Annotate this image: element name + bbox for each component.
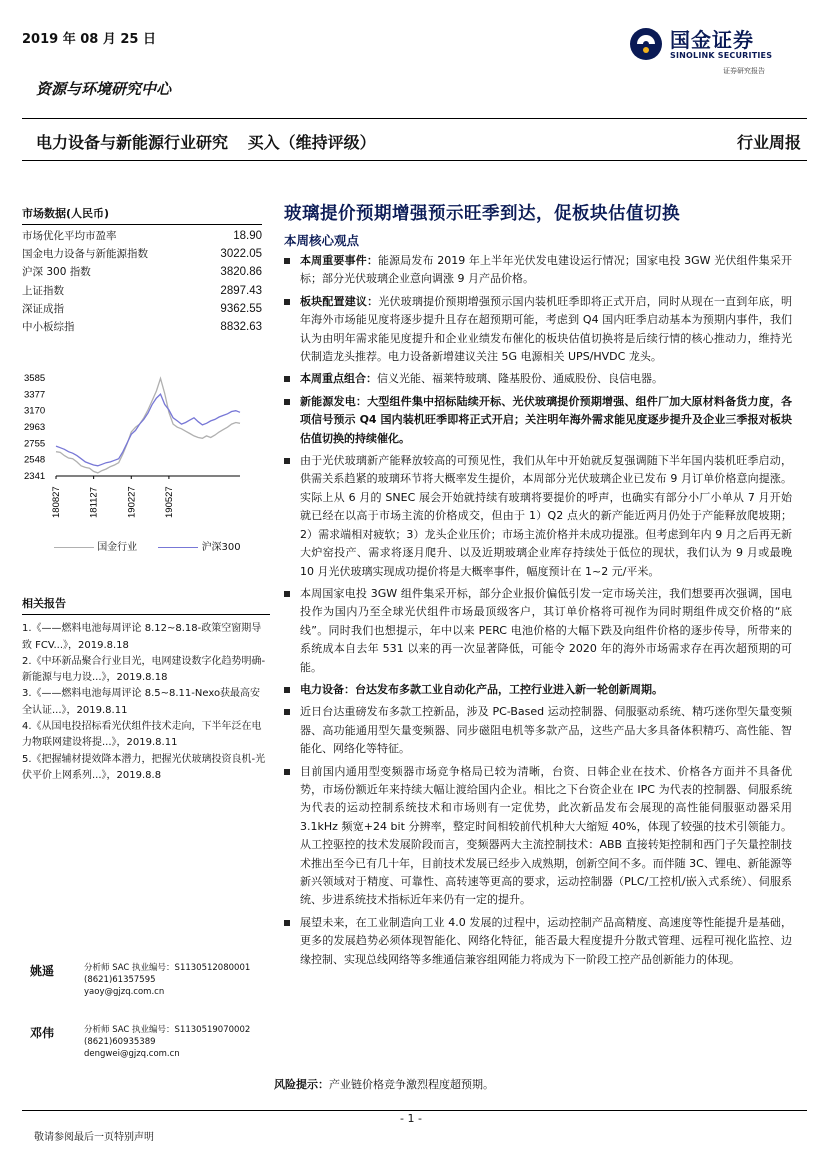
content-bullet [284,585,792,677]
market-data-label: 上证指数 [22,284,64,297]
legend-swatch-hs300 [158,547,198,548]
main-content [284,200,792,973]
bullet-square-icon [284,458,290,464]
bullet-lead: 本周重要事件： [300,254,378,267]
industry-title: 电力设备与新能源行业研究 [36,133,229,152]
legend-label-hs300: 沪深300 [201,542,241,553]
analyst-info [84,962,250,998]
market-data-value: 3022.05 [220,248,262,261]
market-data-label: 中小板综指 [22,320,75,333]
analyst-phone: (8621)60935389 [84,1037,156,1047]
bullet-lead: 电力设备： [300,682,355,696]
analyst-license: 分析师 SAC 执业编号：S1130519070002 [84,1025,251,1035]
research-center: 资源与环境研究中心 [36,80,172,98]
related-reports [22,596,270,784]
market-data-row [22,282,262,300]
chart-legend [22,538,262,553]
market-data-row [22,263,262,281]
bullet-text: 光伏玻璃提价预期增强预示国内装机旺季即将正式开启，同时从现在一直到年底，明年海外市场能见度将逐步提升且存在超预期可能，考虑到 Q4 国内旺季启动基本为预期内事件，我们认为由明年需求能见度提升和企业业绩发布催化的板块估值切换将是后续行情的核心推动力，维持光伏制造龙头推荐。电力设备新增建议关注 5G 电源相关 UPS/HVDC 龙头。 [300,294,793,364]
footer-divider [22,1110,807,1111]
bullet-square-icon [284,376,290,382]
report-type: 行业周报 [736,133,801,152]
market-data-label: 市场优化平均市盈率 [22,230,117,242]
logo-subtitle: 证券研究报告 [723,67,765,75]
market-data-value: 18.90 [233,230,262,242]
content-bullet [284,681,792,699]
legend-label-industry: 国金行业 [97,542,138,553]
y-tick-label: 2548 [24,454,46,466]
report-title-row [36,130,376,153]
bullet-text: 目前国内通用型变频器市场竞争格局已较为清晰，台资、日韩企业在技术、价格各方面并不具备优势，市场份额近年来持续大幅让渡给国内企业。相比之下台资企业在 IPC 为代表的控制器、伺服系统为代表的运动控制系统技术和市场则有一定优势，此次新品发布会展现的高性能伺服驱动器采用 3.1kHz 频宽+24 bit 分辨率，整定时间相较前代机种大大缩短 40%，体现了较强的技术引领能力。从工控驱控的技术发展阶段而言，变频器两大主流控制技术：ABB 直接转矩控制和西门子矢量控制技术推出至今已有几十年，目前技术发展已经步入成熟期，创新空间不多。而伴随 3C、锂电、新能源等新兴领域对于精度、可靠性、高转速等更高的要求，运动控制器（PLC/工控机/嵌入式系统）、伺服系统、步进系统技术指标近年来仍有一定的提升。 [300,764,792,907]
x-tick-label: 181127 [88,487,100,518]
bullet-square-icon [284,687,290,693]
analyst-card [22,1024,272,1064]
logo-text-cn: 国金证券 [670,28,754,52]
headline: 玻璃提价预期增强预示旺季到达，促板块估值切换 [284,204,680,224]
analyst-email[interactable]: yaoy@gjzq.com.cn [84,987,165,997]
analyst-license: 分析师 SAC 执业编号：S1130512080001 [84,963,251,973]
core-view-heading: 本周核心观点 [284,233,360,248]
content-bullet [284,393,792,448]
related-report-item[interactable]: 3.《——燃料电池每周评论 8.5~8.11-Nexo获最高安全认证...》，2019.8.11 [22,688,261,716]
content-bullet [284,252,792,289]
index-chart-svg [22,368,262,558]
bullet-text: 由于光伏玻璃新产能释放较高的可预见性，我们从年中开始就反复强调随下半年国内装机旺季启动，供需关系趋紧的玻璃环节将大概率发生提价，本周部分光伏玻璃企业已发布 9 月订单价格意向提涨。实际上从 6 月的 SNEC 展会开始就持续有玻璃将要提价的呼声，也确实有部分小厂小单从 7 月开始就已经在以高于市场主流的价格成交，但由于 1）Q2 点火的新产能近两月仍处于产能释放爬坡期；2）需求端相对疲软；3）龙头企业压价；市场主流价格并未成功提涨。但考虑到年内 9 月之后再无新大炉窑投产、需求将逐月爬升、以及近期玻璃企业库存持续处于低位的现状，我们认为 9 月或最晚 10 月光伏玻璃实现成功提价将是大概率事件，幅度预计在 1~2 元/平米。 [300,454,792,578]
risk-text: 产业链价格竞争激烈程度超预期。 [329,1078,494,1091]
title-divider [22,160,807,161]
analyst-card [22,962,272,1002]
y-tick-label: 3170 [24,405,46,417]
related-report-item[interactable]: 2.《中环新品聚合行业目光，电网建设数字化趋势明确-新能源与电力设...》，2019.8.18 [22,655,266,684]
market-data-value: 8832.63 [220,320,262,333]
content-bullet [284,763,792,910]
market-data-value: 2897.43 [220,284,262,297]
report-date: 2019 年 08 月 25 日 [22,32,156,47]
market-data-panel [22,205,262,336]
logo-text-en: SINOLINK SECURITIES [670,51,773,60]
content-bullet [284,703,792,758]
bullet-text: 展望未来，在工业制造向工业 4.0 发展的过程中，运动控制产品高精度、高速度等性能提升是基础，更多的发展趋势必须体现智能化、网络化特征，能否最大程度提升分散式管理、远程可视化监控、边缘控制、实现总线网络等多维通信兼容组网能力将成为下一阶段工控产品创新能力的体现。 [300,915,792,966]
header-divider [22,118,807,119]
bullet-square-icon [284,399,290,405]
x-tick-label: 180827 [51,486,62,518]
bullet-text: 能源局发布 2019 年上半年光伏发电建设运行情况；国家电投 3GW 光伏组件集采开标；部分光伏玻璃企业意向调涨 9 月产品价格。 [300,254,792,286]
bullet-lead: 板块配置建议： [300,294,379,308]
content-blocks [284,252,792,969]
analyst-name: 邓伟 [30,1026,55,1040]
y-tick-label: 3585 [24,373,46,384]
y-tick-label: 2755 [24,438,46,450]
risk-lead: 风险提示： [274,1078,329,1091]
y-tick-label: 2341 [24,471,46,482]
x-tick-label: 190227 [126,486,138,518]
market-data-label: 沪深 300 指数 [22,266,91,279]
analyst-phone: (8621)61357595 [84,975,156,985]
market-data-value: 9362.55 [220,302,262,315]
rating: 买入（维持评级） [247,133,376,152]
risk-note [274,1076,494,1092]
related-report-item[interactable]: 1.《——燃料电池每周评论 8.12~8.18-政策空窗期导致 FCV...》，2019.8.18 [22,623,262,651]
market-data-table [22,227,262,336]
market-data-row [22,245,262,263]
bullet-text: 信义光能、福莱特玻璃、隆基股份、通威股份、良信电器。 [377,372,663,386]
related-reports-title: 相关报告 [22,596,270,615]
bullet-text: 本周国家电投 3GW 组件集采开标，部分企业报价偏低引发一定市场关注，我们想要再次强调，国电投作为国内乃至全球光伏组件市场最顶级客户，其订单价格将可视作为同时期组件成交价格的“底线”。同时我们也想提示，年中以来 PERC 电池价格的大幅下跌及向组件价格的逐步传导，所带来的系统成本自去年 531 以来的再一次显著降低，可能令 2020 年的海外市场需求存在再次超预期的可能。 [300,586,792,674]
index-chart [22,368,262,558]
bullet-square-icon [284,709,290,715]
market-data-title: 市场数据(人民币) [22,205,262,225]
disclaimer: 敬请参阅最后一页特别声明 [34,1132,154,1143]
series-line-industry [56,378,240,473]
bullet-lead: 新能源发电： [300,394,368,408]
content-bullet [284,293,792,367]
market-data-row [22,300,262,318]
bullet-text: 大型组件集中招标陆续开标、光伏玻璃提价预期增强、组件厂加大原材料备货力度，各项信号预示 Q4 国内装机旺季即将正式开启；关注明年海外需求能见度逐步提升及企业三季报对板块估值切换的持续催化。 [300,394,793,445]
y-tick-label: 3377 [24,389,46,401]
bullet-square-icon [284,769,290,775]
content-bullet [284,452,792,581]
analyst-name: 姚遥 [30,964,55,978]
content-bullet [284,914,792,969]
bullet-square-icon [284,920,290,926]
bullet-square-icon [284,299,290,305]
x-tick-label: 190527 [163,486,175,518]
bullet-square-icon [284,591,290,597]
page-number: - 1 - [400,1112,422,1125]
related-report-item[interactable]: 4.《从国电投招标看光伏组件技术走向，下半年泛在电力物联网建设将提...》，2019.8.11 [22,721,262,749]
bullet-square-icon [284,258,290,264]
legend-swatch-industry [54,547,94,548]
market-data-label: 国金电力设备与新能源指数 [22,248,148,261]
market-data-label: 深证成指 [22,302,64,315]
market-data-row [22,318,262,336]
analyst-info [84,1024,250,1060]
related-report-item[interactable]: 5.《把握辅材提效降本潜力，把握光伏玻璃投资良机-光伏平价上网系列...》，2019.8.8 [22,753,266,781]
logo-mark-icon [628,26,664,62]
market-data-value: 3820.86 [220,266,262,279]
y-tick-label: 2963 [24,422,46,433]
analyst-email[interactable]: dengwei@gjzq.com.cn [84,1049,180,1059]
bullet-text: 台达发布多款工业自动化产品，工控行业进入新一轮创新周期。 [355,682,663,696]
content-bullet [284,370,792,388]
bullet-text: 近日台达重磅发布多款工控新品，涉及 PC-Based 运动控制器、伺服驱动系统、精巧迷你型矢量变频器、高功能通用型矢量变频器、同步磁阻电机等多款产品，这些产品大多具备体积精巧、高性能、智能化、网络化等特征。 [300,705,792,756]
company-logo [628,24,803,80]
market-data-row [22,227,262,245]
series-line-hs300 [56,394,240,466]
bullet-lead: 本周重点组合： [300,372,377,386]
